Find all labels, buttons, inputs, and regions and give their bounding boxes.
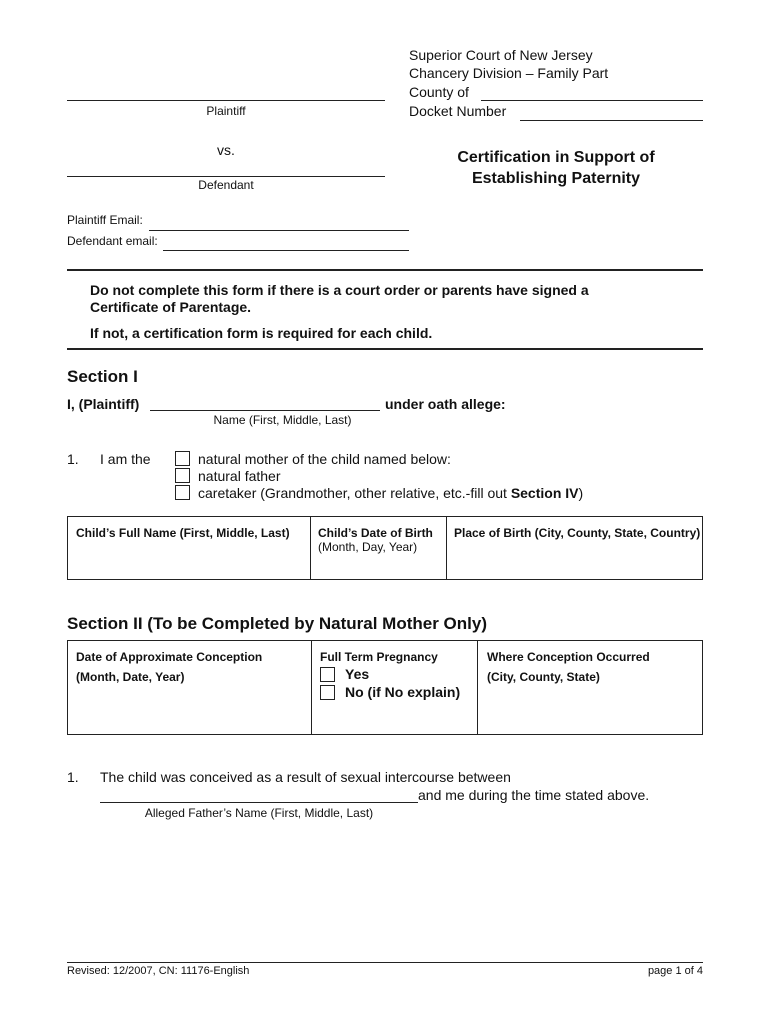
- child-dob-cell[interactable]: [311, 517, 447, 580]
- no-checkbox[interactable]: [320, 685, 335, 700]
- versus-label: vs.: [217, 142, 235, 158]
- defendant-email-field[interactable]: [163, 250, 409, 251]
- father-caption: Alleged Father’s Name (First, Middle, Last): [144, 806, 374, 820]
- natural-father-label: natural father: [198, 468, 281, 484]
- plaintiff-email-label: Plaintiff Email:: [67, 213, 143, 227]
- oath-prefix: I, (Plaintiff): [67, 396, 140, 412]
- caretaker-tail: ): [578, 485, 584, 501]
- section2-item1-tail: and me during the time stated above.: [418, 787, 650, 803]
- full-term-cell: [312, 641, 478, 735]
- plaintiff-email-field[interactable]: [149, 230, 409, 231]
- child-name-header: Child’s Full Name (First, Middle, Last): [76, 526, 290, 540]
- alleged-father-name-field[interactable]: [100, 802, 418, 803]
- form-title-line2: Establishing Paternity: [471, 170, 641, 187]
- notice-bottom-rule: [67, 348, 703, 350]
- plaintiff-oath-name-field[interactable]: [150, 410, 380, 411]
- footer-rule: [67, 962, 703, 963]
- conception-table: [67, 640, 703, 735]
- natural-mother-checkbox[interactable]: [175, 451, 190, 466]
- full-term-header: Full Term Pregnancy: [320, 650, 438, 664]
- conception-place-sub: (City, County, State): [487, 670, 600, 684]
- form-title-line1: Certification in Support of: [457, 149, 655, 166]
- natural-father-checkbox[interactable]: [175, 468, 190, 483]
- conception-place-header: Where Conception Occurred: [487, 650, 650, 664]
- county-label: County of: [409, 84, 469, 100]
- birth-place-header: Place of Birth (City, County, State, Country): [454, 526, 701, 540]
- docket-number-field[interactable]: [520, 120, 703, 121]
- court-name: Superior Court of New Jersey: [409, 47, 593, 63]
- name-caption: Name (First, Middle, Last): [213, 413, 352, 427]
- revision-note: Revised: 12/2007, CN: 11176-English: [67, 965, 250, 977]
- notice-top-rule: [67, 269, 703, 271]
- child-name-cell[interactable]: [68, 517, 311, 580]
- docket-label: Docket Number: [409, 103, 507, 119]
- section2-item1-number: 1.: [67, 769, 79, 785]
- no-label: No (if No explain): [345, 684, 461, 700]
- notice-line2: Certificate of Parentage.: [90, 299, 252, 315]
- conception-date-sub: (Month, Date, Year): [76, 670, 185, 684]
- defendant-label: Defendant: [198, 178, 254, 192]
- court-division: Chancery Division – Family Part: [409, 65, 609, 81]
- oath-suffix: under oath allege:: [385, 396, 506, 412]
- county-field[interactable]: [481, 100, 703, 101]
- yes-checkbox[interactable]: [320, 667, 335, 682]
- page-number: page 1 of 4: [647, 965, 703, 977]
- notice-line1: Do not complete this form if there is a court order or parents have signed a: [90, 282, 589, 298]
- item1-number: 1.: [67, 451, 79, 467]
- plaintiff-name-field[interactable]: [67, 100, 385, 101]
- natural-mother-label: natural mother of the child named below:: [198, 451, 451, 467]
- section4-ref: Section IV: [510, 485, 579, 501]
- child-info-table: [67, 516, 703, 580]
- conception-place-cell[interactable]: [478, 641, 703, 735]
- child-dob-header: Child’s Date of Birth: [318, 526, 433, 540]
- notice-line3: If not, a certification form is required for each child.: [90, 325, 433, 341]
- defendant-email-label: Defendant email:: [67, 234, 158, 248]
- item1-lead: I am the: [100, 451, 151, 467]
- caretaker-label: [198, 485, 583, 501]
- caretaker-checkbox[interactable]: [175, 485, 190, 500]
- plaintiff-label: Plaintiff: [206, 104, 246, 118]
- section1-heading: Section I: [67, 367, 138, 386]
- child-dob-sub: (Month, Day, Year): [318, 540, 418, 554]
- caretaker-text: caretaker (Grandmother, other relative, etc.-fill out: [198, 485, 511, 501]
- defendant-name-field[interactable]: [67, 176, 385, 177]
- section2-heading: Section II (To be Completed by Natural Mother Only): [67, 614, 487, 633]
- conception-date-header: Date of Approximate Conception: [76, 650, 263, 664]
- conception-date-cell[interactable]: [68, 641, 312, 735]
- section2-item1-text: The child was conceived as a result of sexual intercourse between: [100, 769, 511, 785]
- yes-label: Yes: [345, 666, 370, 682]
- birth-place-cell[interactable]: [447, 517, 703, 580]
